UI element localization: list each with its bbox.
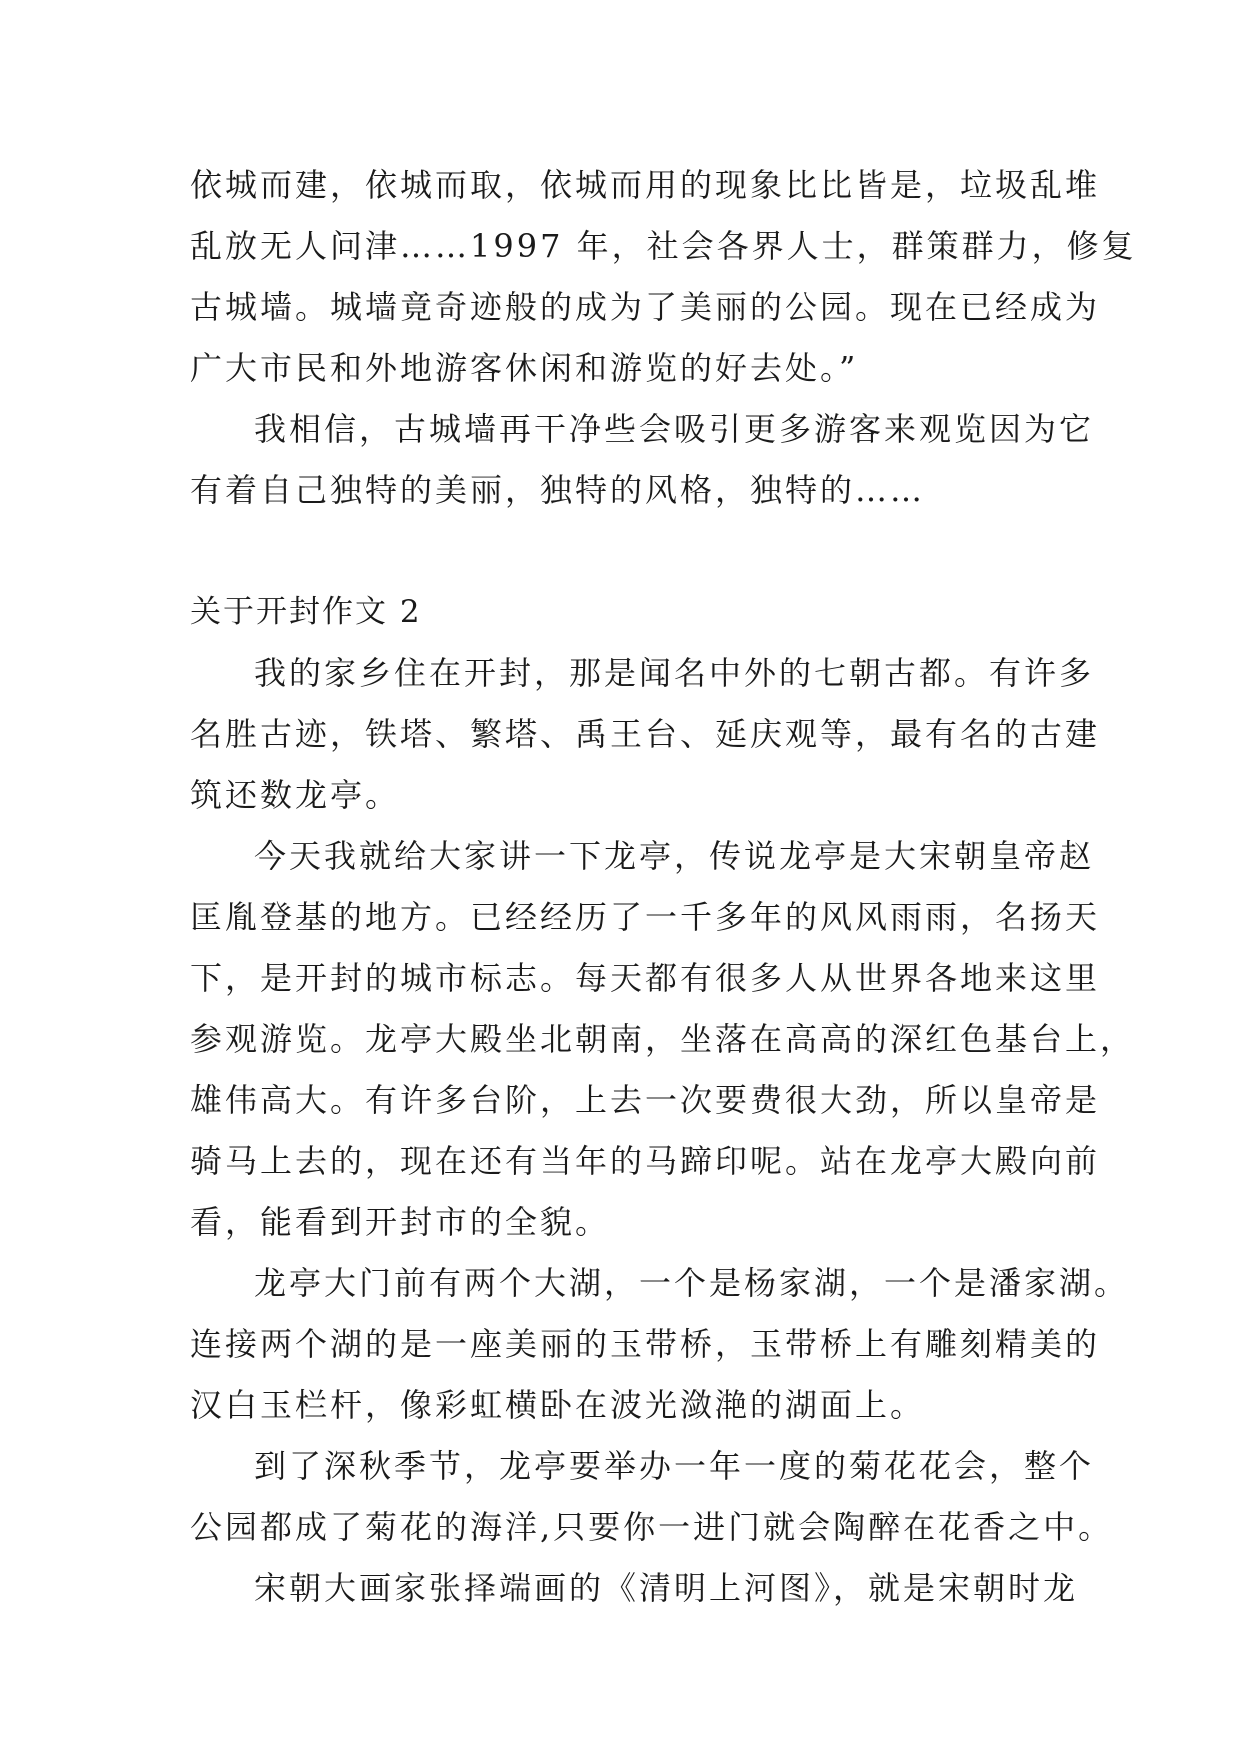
text-line: 古城墙。城墙竟奇迹般的成为了美丽的公园。现在已经成为	[190, 288, 1101, 326]
text-line: 名胜古迹，铁塔、繁塔、禹王台、延庆观等，最有名的古建	[190, 715, 1101, 753]
section-spacer	[190, 521, 1050, 582]
document-page	[190, 155, 1137, 1619]
text-line: 到了深秋季节，龙亭要举办一年一度的菊花花会，整个	[254, 1447, 1095, 1485]
text-line: 下，是开封的城市标志。每天都有很多人从世界各地来这里	[190, 959, 1101, 997]
section-title: 关于开封作文 2	[190, 594, 422, 630]
text-line: 龙亭大门前有两个大湖，一个是杨家湖，一个是潘家湖。	[254, 1264, 1130, 1302]
text-line: 骑马上去的，现在还有当年的马蹄印呢。站在龙亭大殿向前	[190, 1142, 1101, 1180]
text-line: 乱放无人问津……1997 年，社会各界人士，群策群力，修复	[190, 227, 1137, 265]
paragraph-5	[190, 1253, 1130, 1436]
text-line: 宋朝大画家张择端画的《清明上河图》，就是宋朝时龙	[254, 1569, 1079, 1607]
paragraph-2	[190, 399, 1095, 521]
text-line: 广大市民和外地游客休闲和游览的好去处。”	[190, 349, 859, 387]
paragraph-3	[190, 643, 1101, 826]
text-line: 雄伟高大。有许多台阶，上去一次要费很大劲，所以皇帝是	[190, 1081, 1101, 1119]
text-line: 筑还数龙亭。	[190, 776, 401, 814]
text-line: 匡胤登基的地方。已经经历了一千多年的风风雨雨，名扬天	[190, 898, 1101, 936]
text-line: 我的家乡住在开封，那是闻名中外的七朝古都。有许多	[254, 654, 1095, 692]
paragraph-7	[190, 1558, 1079, 1619]
paragraph-6	[190, 1436, 1114, 1558]
text-line: 公园都成了菊花的海洋,只要你一进门就会陶醉在花香之中。	[190, 1508, 1114, 1546]
text-line: 看，能看到开封市的全貌。	[190, 1203, 611, 1241]
text-line: 有着自己独特的美丽，独特的风格，独特的……	[190, 471, 926, 509]
paragraph-1	[190, 155, 1137, 399]
paragraph-4	[190, 826, 1136, 1253]
text-line: 连接两个湖的是一座美丽的玉带桥，玉带桥上有雕刻精美的	[190, 1325, 1101, 1363]
text-line: 今天我就给大家讲一下龙亭，传说龙亭是大宋朝皇帝赵	[254, 837, 1095, 875]
text-line: 我相信，古城墙再干净些会吸引更多游客来观览因为它	[254, 410, 1095, 448]
text-line: 参观游览。龙亭大殿坐北朝南，坐落在高高的深红色基台上，	[190, 1020, 1136, 1058]
text-line: 汉白玉栏杆，像彩虹横卧在波光潋滟的湖面上。	[190, 1386, 926, 1424]
text-line: 依城而建，依城而取，依城而用的现象比比皆是，垃圾乱堆	[190, 166, 1101, 204]
